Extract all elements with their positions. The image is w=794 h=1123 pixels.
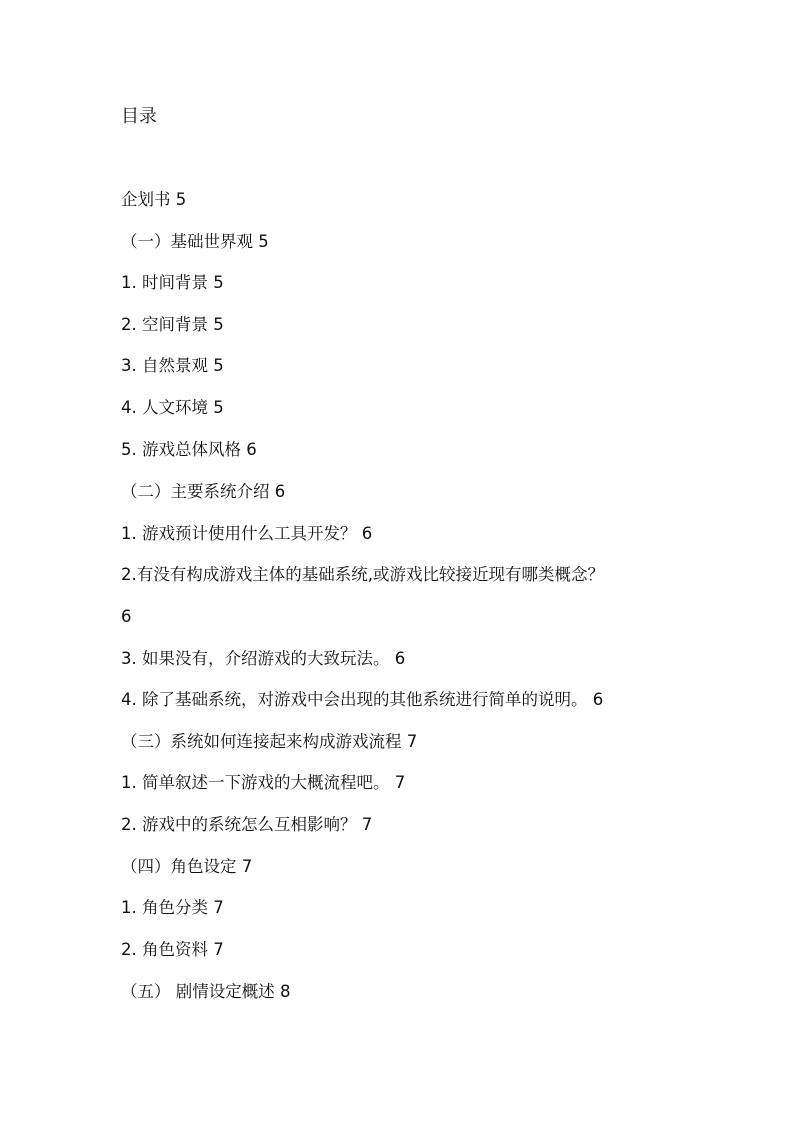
toc-entry[interactable]: 企划书 5 bbox=[121, 190, 187, 209]
toc-entry[interactable]: （四）角色设定 7 bbox=[121, 857, 253, 876]
toc-entry[interactable]: 1. 游戏预计使用什么工具开发？ 6 bbox=[121, 524, 373, 543]
toc-entry[interactable]: 2.有没有构成游戏主体的基础系统,或游戏比较接近现有哪类概念？ bbox=[121, 565, 604, 584]
toc-entry[interactable]: 1. 简单叙述一下游戏的大概流程吧。 7 bbox=[121, 773, 406, 792]
toc-entry[interactable]: 2. 角色资料 7 bbox=[121, 940, 224, 959]
toc-entry[interactable]: 6 bbox=[121, 607, 132, 626]
toc-entry[interactable]: 2. 游戏中的系统怎么互相影响？ 7 bbox=[121, 815, 373, 834]
toc-entry[interactable]: （一）基础世界观 5 bbox=[121, 232, 269, 251]
toc-entry[interactable]: 4. 除了基础系统，对游戏中会出现的其他系统进行简单的说明。 6 bbox=[121, 690, 604, 709]
toc-entry[interactable]: 1. 角色分类 7 bbox=[121, 898, 224, 917]
toc-entry[interactable]: 1. 时间背景 5 bbox=[121, 273, 224, 292]
toc-entry[interactable]: （五） 剧情设定概述 8 bbox=[121, 982, 291, 1001]
toc-entry[interactable]: 2. 空间背景 5 bbox=[121, 315, 224, 334]
toc-entry[interactable]: （三）系统如何连接起来构成游戏流程 7 bbox=[121, 732, 418, 751]
toc-entry[interactable]: 4. 人文环境 5 bbox=[121, 398, 224, 417]
toc-entry[interactable]: 3. 如果没有，介绍游戏的大致玩法。 6 bbox=[121, 649, 406, 668]
toc-entry[interactable]: 3. 自然景观 5 bbox=[121, 356, 224, 375]
toc-entry[interactable]: （二）主要系统介绍 6 bbox=[121, 482, 286, 501]
toc-entry[interactable]: 5. 游戏总体风格 6 bbox=[121, 440, 257, 459]
toc-title: 目录 bbox=[121, 106, 157, 127]
